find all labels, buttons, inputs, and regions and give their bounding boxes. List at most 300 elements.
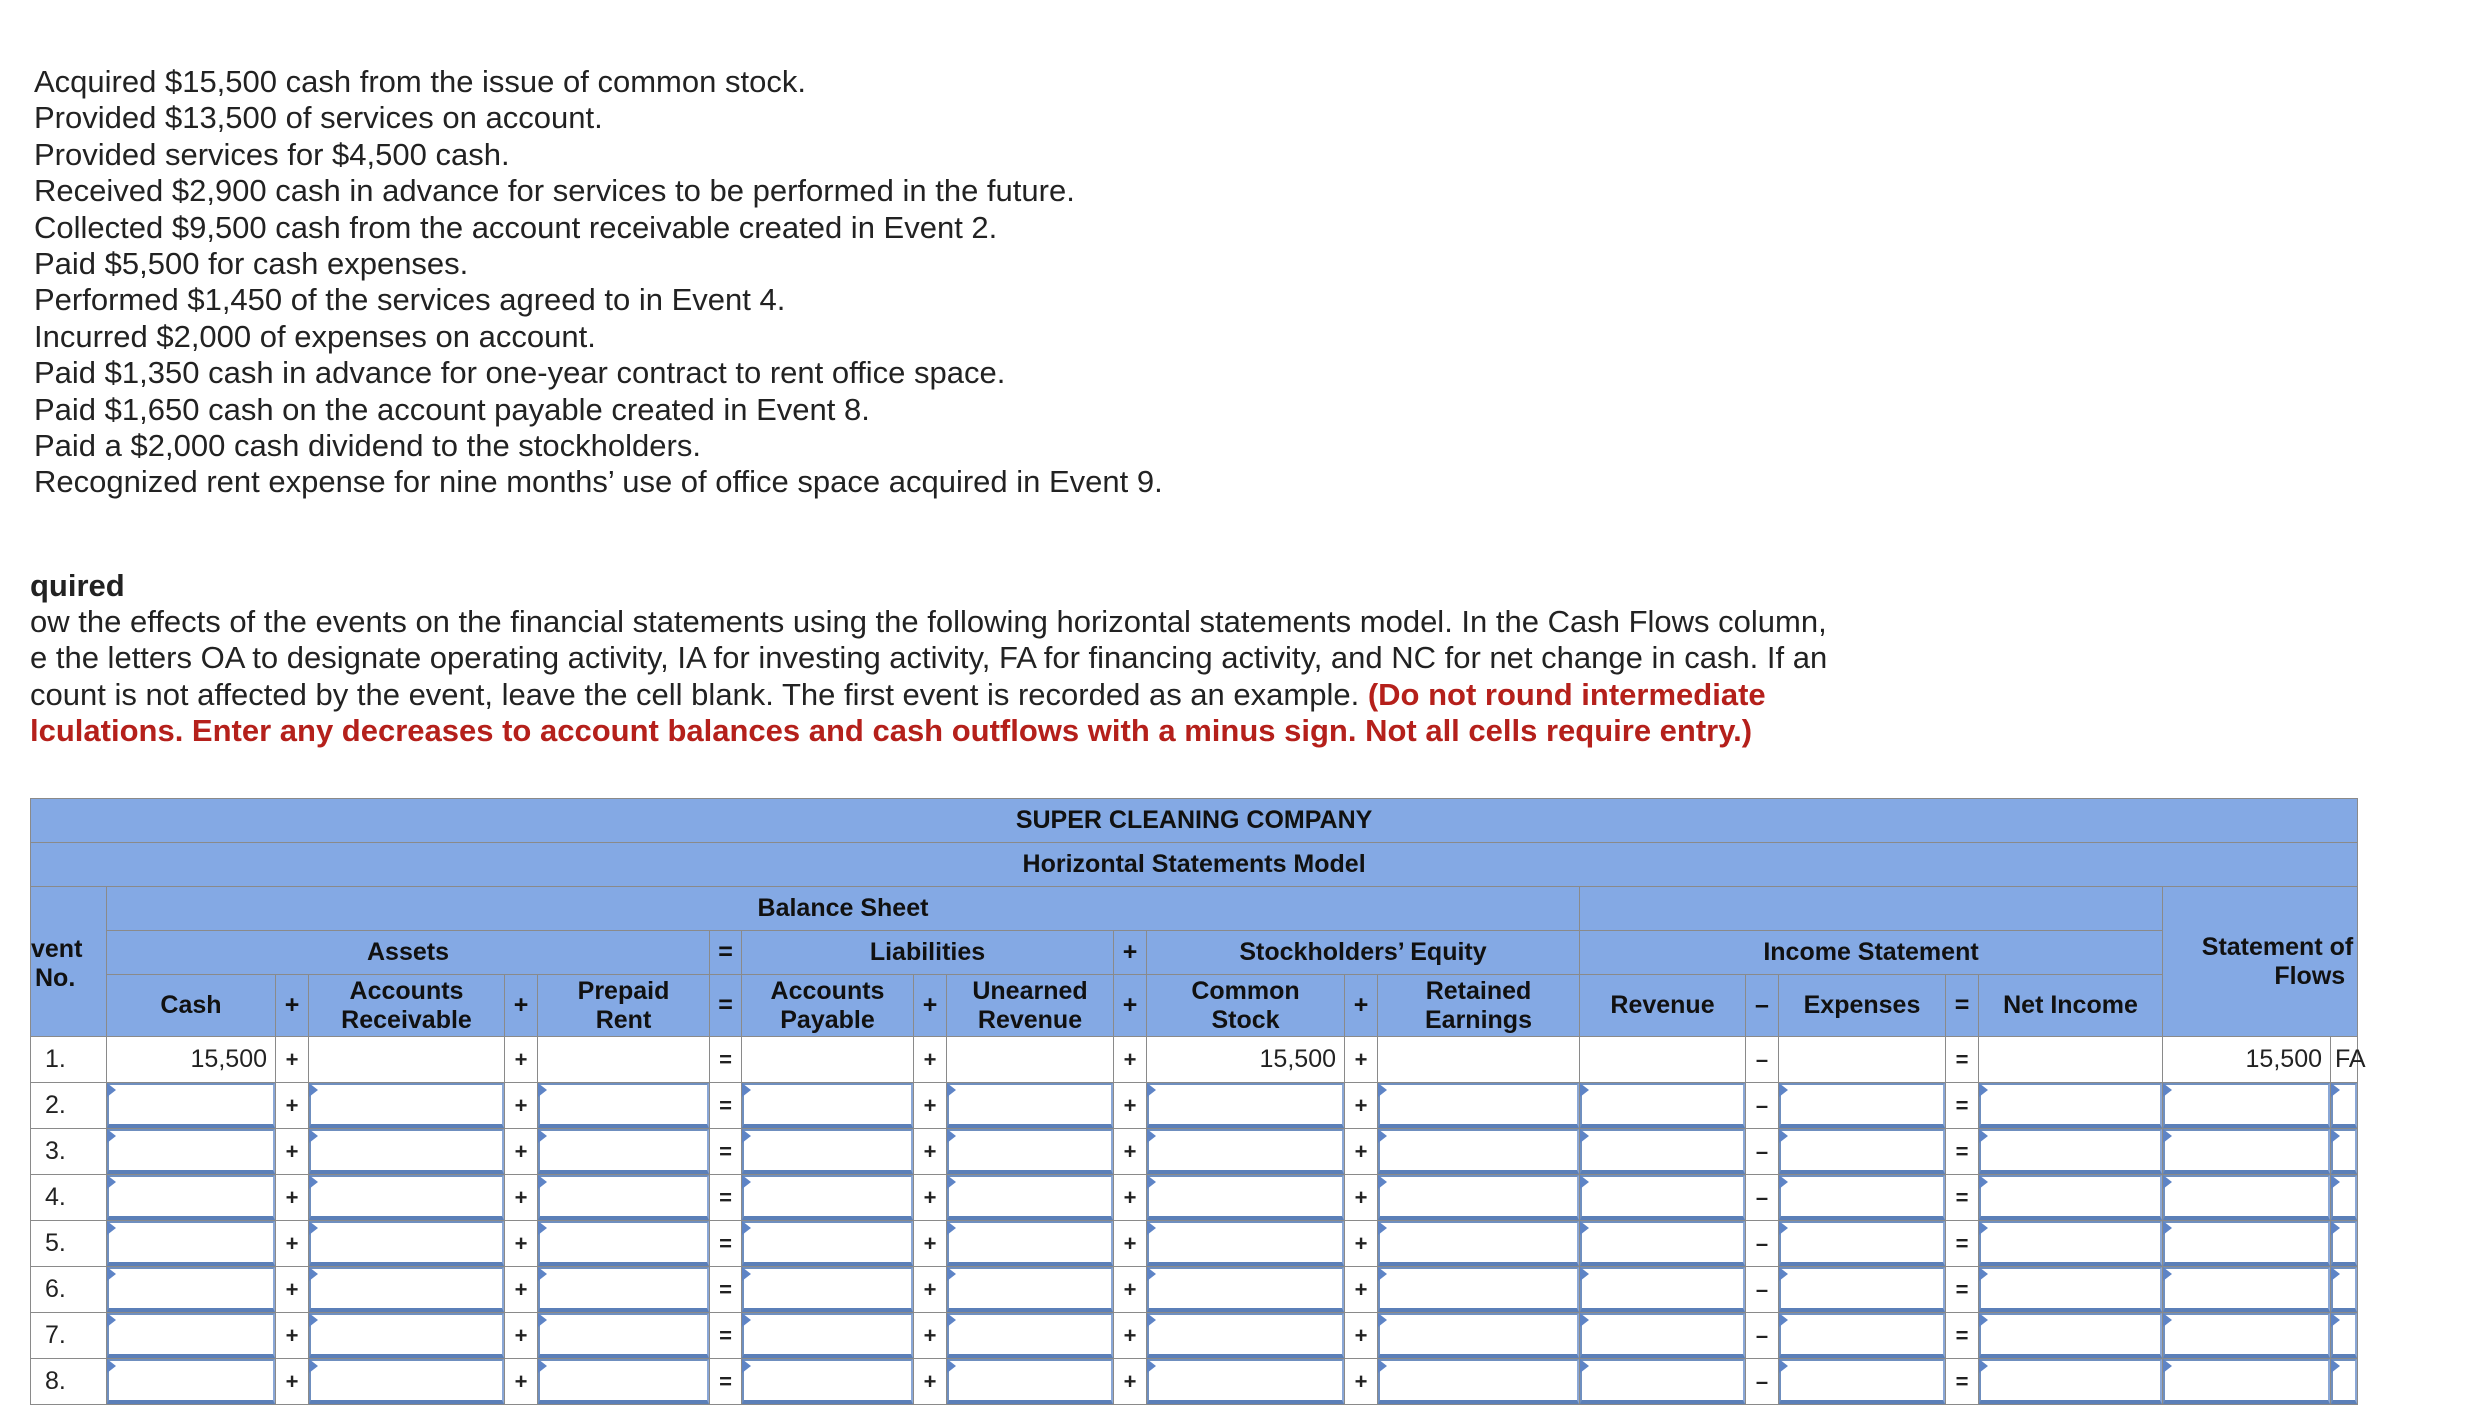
- input-marker-icon: [107, 1267, 116, 1281]
- input-box[interactable]: [1378, 1129, 1579, 1174]
- net-income-input[interactable]: [1979, 1083, 2163, 1129]
- event-number: 6.: [31, 1267, 107, 1313]
- cf-type-input[interactable]: [2331, 1083, 2358, 1129]
- prepaid-input[interactable]: [538, 1313, 710, 1359]
- plus-op: +: [914, 975, 947, 1037]
- input-box[interactable]: [538, 1175, 709, 1220]
- input-box[interactable]: [309, 1359, 504, 1404]
- cash-input[interactable]: [107, 1175, 276, 1221]
- input-marker-icon: [309, 1359, 318, 1373]
- cash-input[interactable]: [107, 1129, 276, 1175]
- input-marker-icon: [538, 1129, 547, 1143]
- input-box[interactable]: [538, 1221, 709, 1266]
- event-number: 7.: [31, 1313, 107, 1359]
- plus-op: +: [914, 1221, 947, 1267]
- input-box[interactable]: [1147, 1129, 1344, 1174]
- input-marker-icon: [2331, 1175, 2340, 1189]
- input-box[interactable]: [2163, 1129, 2330, 1174]
- input-box[interactable]: [1378, 1221, 1579, 1266]
- input-box[interactable]: [1979, 1129, 2162, 1174]
- ap-input[interactable]: [742, 1083, 914, 1129]
- input-marker-icon: [107, 1129, 116, 1143]
- unearned-input[interactable]: [947, 1175, 1114, 1221]
- plus-op: +: [505, 1129, 538, 1175]
- cash-input[interactable]: [107, 1221, 276, 1267]
- minus-op: –: [1746, 1313, 1779, 1359]
- input-box[interactable]: [2163, 1313, 2330, 1358]
- cash-input[interactable]: [107, 1313, 276, 1359]
- events-list: [34, 64, 1163, 501]
- ar-input[interactable]: [309, 1221, 505, 1267]
- unearned-input[interactable]: [947, 1129, 1114, 1175]
- input-box[interactable]: [538, 1313, 709, 1358]
- input-box[interactable]: [107, 1175, 275, 1220]
- input-box[interactable]: [309, 1083, 504, 1128]
- unearned-input[interactable]: [947, 1083, 1114, 1129]
- re-input[interactable]: [1378, 1359, 1580, 1405]
- input-box[interactable]: [1147, 1359, 1344, 1404]
- input-box[interactable]: [107, 1083, 275, 1128]
- equals-op: =: [1946, 1267, 1979, 1313]
- input-marker-icon: [2163, 1129, 2172, 1143]
- input-marker-icon: [538, 1359, 547, 1373]
- plus-op: +: [276, 1313, 309, 1359]
- input-marker-icon: [1580, 1083, 1589, 1097]
- ar-input[interactable]: [309, 1175, 505, 1221]
- input-box[interactable]: [1378, 1267, 1579, 1312]
- liabilities-header: Liabilities: [742, 931, 1114, 975]
- input-box[interactable]: [947, 1267, 1113, 1312]
- input-marker-icon: [1147, 1221, 1156, 1235]
- cf-type-value: FA: [2331, 1037, 2358, 1083]
- event-text: Paid $1,650 cash on the account payable created in Event 8.: [34, 391, 870, 427]
- cf-type-input[interactable]: [2331, 1267, 2358, 1313]
- input-box[interactable]: [2163, 1267, 2330, 1312]
- input-box[interactable]: [1580, 1313, 1745, 1358]
- input-box[interactable]: [2163, 1083, 2330, 1128]
- input-box[interactable]: [107, 1129, 275, 1174]
- input-box[interactable]: [1779, 1313, 1945, 1358]
- plus-op: +: [276, 1129, 309, 1175]
- equals-op: =: [1946, 1359, 1979, 1405]
- minus-op: –: [1746, 1037, 1779, 1083]
- input-marker-icon: [742, 1175, 751, 1189]
- cf-type-input[interactable]: [2331, 1175, 2358, 1221]
- input-box[interactable]: [309, 1175, 504, 1220]
- net-income-input[interactable]: [1979, 1267, 2163, 1313]
- plus-op: +: [505, 1083, 538, 1129]
- expenses-input[interactable]: [1779, 1221, 1946, 1267]
- common-stock-input[interactable]: [1147, 1267, 1345, 1313]
- plus-op: +: [505, 1359, 538, 1405]
- plus-op: +: [1114, 1175, 1147, 1221]
- input-marker-icon: [2331, 1083, 2340, 1097]
- revenue-input[interactable]: [1580, 1267, 1746, 1313]
- event-no-header: vent No.: [31, 887, 107, 1037]
- input-marker-icon: [742, 1267, 751, 1281]
- table-row: [31, 1313, 2358, 1359]
- input-box[interactable]: [1580, 1175, 1745, 1220]
- cash-flow-input[interactable]: [2163, 1175, 2331, 1221]
- input-box[interactable]: [538, 1267, 709, 1312]
- cf-type-input[interactable]: [2331, 1359, 2358, 1405]
- cash-flow-input[interactable]: [2163, 1129, 2331, 1175]
- input-marker-icon: [2331, 1267, 2340, 1281]
- net-income-input[interactable]: [1979, 1359, 2163, 1405]
- col-retained-earnings: Retained Earnings: [1378, 975, 1580, 1037]
- input-marker-icon: [742, 1313, 751, 1327]
- input-box[interactable]: [2163, 1175, 2330, 1220]
- common-stock-input[interactable]: [1147, 1129, 1345, 1175]
- prepaid-input[interactable]: [538, 1267, 710, 1313]
- input-marker-icon: [1779, 1175, 1788, 1189]
- cf-type-input[interactable]: [2331, 1313, 2358, 1359]
- event-text: Paid $5,500 for cash expenses.: [34, 246, 469, 282]
- input-marker-icon: [1979, 1221, 1988, 1235]
- plus-op: +: [1114, 1359, 1147, 1405]
- re-input[interactable]: [1378, 1267, 1580, 1313]
- input-box[interactable]: [1979, 1175, 2162, 1220]
- input-box[interactable]: [107, 1267, 275, 1312]
- input-box[interactable]: [1779, 1267, 1945, 1312]
- input-box[interactable]: [742, 1221, 913, 1266]
- input-marker-icon: [2331, 1129, 2340, 1143]
- input-marker-icon: [1779, 1359, 1788, 1373]
- input-box[interactable]: [1147, 1221, 1344, 1266]
- input-marker-icon: [2331, 1359, 2340, 1373]
- ap-input[interactable]: [742, 1267, 914, 1313]
- plus-op: +: [276, 975, 309, 1037]
- input-box[interactable]: [309, 1267, 504, 1312]
- plus-op: +: [276, 1267, 309, 1313]
- input-marker-icon: [1580, 1313, 1589, 1327]
- input-box[interactable]: [1378, 1083, 1579, 1128]
- input-box[interactable]: [1779, 1221, 1945, 1266]
- plus-op: +: [1345, 1221, 1378, 1267]
- col-common-stock: Common Stock: [1147, 975, 1345, 1037]
- input-marker-icon: [1979, 1267, 1988, 1281]
- input-box[interactable]: [1580, 1083, 1745, 1128]
- event-text: Incurred $2,000 of expenses on account.: [34, 318, 596, 354]
- input-marker-icon: [1779, 1267, 1788, 1281]
- ar-input[interactable]: [309, 1359, 505, 1405]
- input-marker-icon: [947, 1175, 956, 1189]
- prepaid-input[interactable]: [538, 1221, 710, 1267]
- plus-op: +: [1114, 1083, 1147, 1129]
- input-marker-icon: [947, 1359, 956, 1373]
- input-box[interactable]: [1979, 1359, 2162, 1404]
- expenses-input[interactable]: [1779, 1267, 1946, 1313]
- input-box[interactable]: [1580, 1129, 1745, 1174]
- input-box[interactable]: [947, 1175, 1113, 1220]
- ar-input[interactable]: [309, 1083, 505, 1129]
- event-number: 3.: [31, 1129, 107, 1175]
- ap-input[interactable]: [742, 1221, 914, 1267]
- plus-op: +: [1114, 1267, 1147, 1313]
- input-box[interactable]: [742, 1313, 913, 1358]
- event-text: Provided services for $4,500 cash.: [34, 136, 510, 172]
- cash-input[interactable]: [107, 1083, 276, 1129]
- input-marker-icon: [2163, 1221, 2172, 1235]
- input-box[interactable]: [538, 1359, 709, 1404]
- ar-input[interactable]: [309, 1313, 505, 1359]
- input-box[interactable]: [947, 1313, 1113, 1358]
- input-marker-icon: [1979, 1129, 1988, 1143]
- re-input[interactable]: [1378, 1175, 1580, 1221]
- input-box[interactable]: [1979, 1313, 2162, 1358]
- input-marker-icon: [1580, 1359, 1589, 1373]
- unearned-input[interactable]: [947, 1267, 1114, 1313]
- table-row: [31, 1037, 2358, 1083]
- input-marker-icon: [742, 1083, 751, 1097]
- common-stock-input[interactable]: [1147, 1359, 1345, 1405]
- net-income-input[interactable]: [1979, 1175, 2163, 1221]
- input-box[interactable]: [947, 1129, 1113, 1174]
- input-box[interactable]: [1779, 1129, 1945, 1174]
- instruction-text: count is not affected by the event, leave the cell blank. The first event is recorded as an example.: [30, 676, 1368, 712]
- common-stock-input[interactable]: [1147, 1313, 1345, 1359]
- input-marker-icon: [309, 1313, 318, 1327]
- ap-input[interactable]: [742, 1129, 914, 1175]
- input-marker-icon: [1580, 1221, 1589, 1235]
- event-text: Acquired $15,500 cash from the issue of common stock.: [34, 64, 806, 99]
- cash-flows-header: Statement of Flows: [2163, 887, 2358, 1037]
- re-value: [1378, 1037, 1580, 1083]
- expenses-input[interactable]: [1779, 1083, 1946, 1129]
- col-net-income: Net Income: [1979, 975, 2163, 1037]
- unearned-input[interactable]: [947, 1313, 1114, 1359]
- input-marker-icon: [1779, 1083, 1788, 1097]
- common-stock-input[interactable]: [1147, 1083, 1345, 1129]
- input-marker-icon: [1979, 1359, 1988, 1373]
- plus-op: +: [914, 1129, 947, 1175]
- input-box[interactable]: [1979, 1221, 2162, 1266]
- expenses-input[interactable]: [1779, 1175, 1946, 1221]
- input-box[interactable]: [107, 1313, 275, 1358]
- cash-input[interactable]: [107, 1267, 276, 1313]
- instruction-warning: (Do not round intermediate: [1367, 676, 1766, 712]
- instruction-warning: lculations. Enter any decreases to account balances and cash outflows with a minus sign. Not all cells require entry.): [30, 712, 1753, 748]
- input-box[interactable]: [742, 1267, 913, 1312]
- plus-op: +: [276, 1175, 309, 1221]
- net-income-input[interactable]: [1979, 1129, 2163, 1175]
- common-stock-input[interactable]: [1147, 1221, 1345, 1267]
- input-box[interactable]: [107, 1221, 275, 1266]
- input-marker-icon: [538, 1267, 547, 1281]
- input-box[interactable]: [107, 1359, 275, 1404]
- input-marker-icon: [947, 1083, 956, 1097]
- input-marker-icon: [742, 1129, 751, 1143]
- plus-op: +: [914, 1359, 947, 1405]
- table-row: [31, 1083, 2358, 1129]
- input-marker-icon: [742, 1221, 751, 1235]
- required-heading: quired: [30, 568, 125, 603]
- revenue-input[interactable]: [1580, 1129, 1746, 1175]
- plus-op: +: [505, 1267, 538, 1313]
- re-input[interactable]: [1378, 1221, 1580, 1267]
- input-box[interactable]: [742, 1175, 913, 1220]
- plus-op: +: [276, 1083, 309, 1129]
- revenue-input[interactable]: [1580, 1221, 1746, 1267]
- common-stock-input[interactable]: [1147, 1175, 1345, 1221]
- plus-op: +: [1114, 975, 1147, 1037]
- expenses-input[interactable]: [1779, 1359, 1946, 1405]
- ar-input[interactable]: [309, 1129, 505, 1175]
- equals-op: =: [710, 1313, 742, 1359]
- minus-op: –: [1746, 1129, 1779, 1175]
- input-box[interactable]: [947, 1083, 1113, 1128]
- input-box[interactable]: [538, 1083, 709, 1128]
- input-box[interactable]: [1378, 1175, 1579, 1220]
- event-text: Collected $9,500 cash from the account receivable created in Event 2.: [34, 209, 998, 245]
- unearned-input[interactable]: [947, 1359, 1114, 1405]
- input-box[interactable]: [742, 1083, 913, 1128]
- equals-op: =: [1946, 1221, 1979, 1267]
- input-marker-icon: [1580, 1267, 1589, 1281]
- input-box[interactable]: [2163, 1221, 2330, 1266]
- input-marker-icon: [538, 1175, 547, 1189]
- equals-op: =: [1946, 975, 1979, 1037]
- input-box[interactable]: [1580, 1359, 1745, 1404]
- event-text: Recognized rent expense for nine months’ use of office space acquired in Event 9.: [34, 464, 1163, 500]
- input-box[interactable]: [309, 1313, 504, 1358]
- prepaid-input[interactable]: [538, 1359, 710, 1405]
- cf-type-input[interactable]: [2331, 1221, 2358, 1267]
- input-box[interactable]: [1147, 1175, 1344, 1220]
- input-marker-icon: [1147, 1267, 1156, 1281]
- cash-flow-input[interactable]: [2163, 1221, 2331, 1267]
- input-box[interactable]: [1580, 1267, 1745, 1312]
- input-box[interactable]: [947, 1359, 1113, 1404]
- plus-op: +: [505, 1175, 538, 1221]
- cash-flow-input[interactable]: [2163, 1313, 2331, 1359]
- plus-op: +: [1345, 1313, 1378, 1359]
- input-box[interactable]: [538, 1129, 709, 1174]
- input-marker-icon: [1147, 1129, 1156, 1143]
- prepaid-input[interactable]: [538, 1175, 710, 1221]
- plus-op: +: [1114, 1313, 1147, 1359]
- net-income-input[interactable]: [1979, 1313, 2163, 1359]
- input-box[interactable]: [742, 1359, 913, 1404]
- model-title: Horizontal Statements Model: [31, 843, 2358, 887]
- input-box[interactable]: [309, 1221, 504, 1266]
- equals-op: =: [1946, 1313, 1979, 1359]
- input-marker-icon: [2331, 1313, 2340, 1327]
- expenses-input[interactable]: [1779, 1313, 1946, 1359]
- input-box[interactable]: [1779, 1359, 1945, 1404]
- input-box[interactable]: [742, 1129, 913, 1174]
- cash-flow-input[interactable]: [2163, 1083, 2331, 1129]
- revenue-input[interactable]: [1580, 1359, 1746, 1405]
- prepaid-value: [538, 1037, 710, 1083]
- input-box[interactable]: [947, 1221, 1113, 1266]
- equals-op: =: [710, 1221, 742, 1267]
- table-row: [31, 1129, 2358, 1175]
- equals-op: =: [710, 1267, 742, 1313]
- instruction-line: [30, 677, 1930, 713]
- input-box[interactable]: [1147, 1083, 1344, 1128]
- input-marker-icon: [2163, 1313, 2172, 1327]
- input-box[interactable]: [1580, 1221, 1745, 1266]
- expenses-input[interactable]: [1779, 1129, 1946, 1175]
- input-box[interactable]: [1378, 1313, 1579, 1358]
- ar-input[interactable]: [309, 1267, 505, 1313]
- horizontal-statements-model: [30, 798, 2366, 1395]
- ap-input[interactable]: [742, 1359, 914, 1405]
- input-box[interactable]: [1779, 1175, 1945, 1220]
- re-input[interactable]: [1378, 1083, 1580, 1129]
- plus-op: +: [914, 1037, 947, 1083]
- input-marker-icon: [2163, 1359, 2172, 1373]
- input-marker-icon: [947, 1313, 956, 1327]
- input-box[interactable]: [2163, 1359, 2330, 1404]
- minus-op: –: [1746, 1175, 1779, 1221]
- ap-input[interactable]: [742, 1175, 914, 1221]
- input-box[interactable]: [1779, 1083, 1945, 1128]
- revenue-input[interactable]: [1580, 1175, 1746, 1221]
- col-unearned-revenue: Unearned Revenue: [947, 975, 1114, 1037]
- unearned-input[interactable]: [947, 1221, 1114, 1267]
- plus-op: +: [1345, 1359, 1378, 1405]
- prepaid-input[interactable]: [538, 1083, 710, 1129]
- input-marker-icon: [1378, 1221, 1387, 1235]
- plus-op: +: [1114, 1221, 1147, 1267]
- revenue-input[interactable]: [1580, 1083, 1746, 1129]
- revenue-input[interactable]: [1580, 1313, 1746, 1359]
- cash-flow-input[interactable]: [2163, 1267, 2331, 1313]
- input-box[interactable]: [1147, 1267, 1344, 1312]
- minus-op: –: [1746, 1083, 1779, 1129]
- cash-input[interactable]: [107, 1359, 276, 1405]
- cf-type-input[interactable]: [2331, 1129, 2358, 1175]
- col-expenses: Expenses: [1779, 975, 1946, 1037]
- plus-op: +: [1114, 1037, 1147, 1083]
- input-marker-icon: [1147, 1359, 1156, 1373]
- required-instructions: [30, 604, 1930, 749]
- assets-header: Assets: [107, 931, 710, 975]
- input-box[interactable]: [1147, 1313, 1344, 1358]
- input-box[interactable]: [1378, 1359, 1579, 1404]
- plus-op: +: [276, 1221, 309, 1267]
- input-marker-icon: [538, 1221, 547, 1235]
- input-marker-icon: [947, 1267, 956, 1281]
- equity-header: Stockholders’ Equity: [1147, 931, 1580, 975]
- income-statement-spacer: [1580, 887, 2163, 931]
- prepaid-input[interactable]: [538, 1129, 710, 1175]
- plus-op: +: [1345, 1129, 1378, 1175]
- input-marker-icon: [1979, 1175, 1988, 1189]
- ap-input[interactable]: [742, 1313, 914, 1359]
- cash-flow-input[interactable]: [2163, 1359, 2331, 1405]
- input-box[interactable]: [1979, 1083, 2162, 1128]
- input-marker-icon: [1779, 1313, 1788, 1327]
- ap-value: [742, 1037, 914, 1083]
- col-accounts-receivable: Accounts Receivable: [309, 975, 505, 1037]
- input-box[interactable]: [309, 1129, 504, 1174]
- input-marker-icon: [1147, 1175, 1156, 1189]
- re-input[interactable]: [1378, 1129, 1580, 1175]
- instruction-line: ow the effects of the events on the financial statements using the following horizontal statements model. In the Cash Flows column,: [30, 604, 1827, 639]
- input-marker-icon: [107, 1083, 116, 1097]
- net-income-input[interactable]: [1979, 1221, 2163, 1267]
- plus-op: +: [1114, 931, 1147, 975]
- input-box[interactable]: [1979, 1267, 2162, 1312]
- cash-value: 15,500: [107, 1037, 276, 1083]
- input-marker-icon: [2331, 1221, 2340, 1235]
- event-number: 4.: [31, 1175, 107, 1221]
- plus-op: +: [505, 975, 538, 1037]
- re-input[interactable]: [1378, 1313, 1580, 1359]
